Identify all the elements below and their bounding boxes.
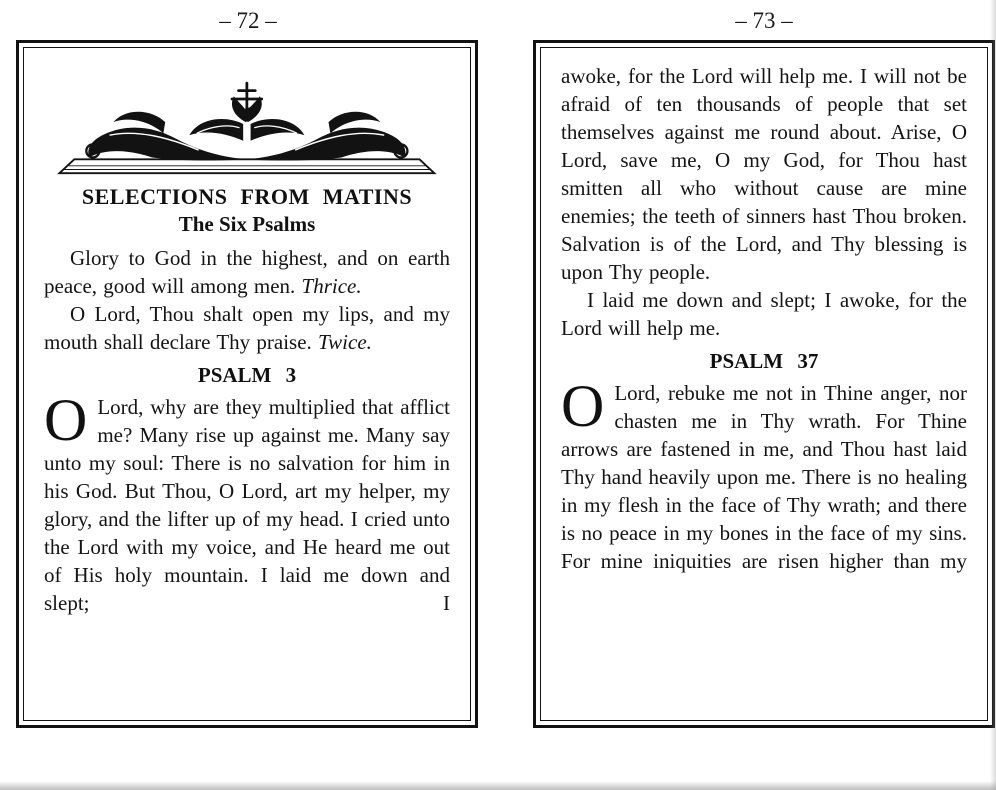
dropcap-initial: O [561, 373, 605, 439]
right-page-inner [540, 47, 988, 721]
open-my-lips-paragraph [44, 300, 450, 356]
psalm-3-text: Lord, why are they multiplied that afflict me? Many rise up against me. Many say unto my soul: There is no salvation for him in his God. But Thou, O Lord, art my helper, my glory, and the lifter up of my head. I cried unto the Lord with my voice, and He heard me out of His holy mountain. I laid me down and slept; I [44, 395, 450, 615]
psalm-3-heading: PSALM 3 [197, 363, 297, 387]
psalm-3-continuation-paragraph: awoke, for the Lord will help me. I will not be afraid of ten thousands of people that set themselves against me round about. Arise, O Lord, save me, O my God, for Thou hast smitten all who without cause are mine enemies; the teeth of sinners hast Thou broken. Salvation is of the Lord, and Thy blessing is upon Thy people. [561, 64, 967, 284]
foliage-scroll [86, 96, 247, 160]
left-page [16, 40, 478, 728]
rubric-thrice: Thrice. [301, 274, 362, 298]
headpiece-ornament [52, 76, 442, 176]
ornament-base [60, 159, 435, 173]
rubric-twice: Twice. [318, 330, 372, 354]
psalm-37-paragraph [561, 373, 967, 575]
laid-me-down-paragraph: I laid me down and slept; I awoke, for the Lord will help me. [561, 288, 967, 340]
page-number-left: – 72 – [219, 8, 277, 33]
page-number-right: – 73 – [735, 8, 793, 33]
psalm-37-text: Lord, rebuke me not in Thine anger, nor chasten me in Thy wrath. For Thine arrows are fastened in me, and Thou hast laid Thy hand heavily upon me. There is no healing in my flesh in the face of Thy wrath; and there is no peace in my bones in the face of my sins. For mine iniquities are risen higher than my [561, 381, 967, 573]
psalm-37-heading: PSALM 37 [709, 349, 819, 373]
right-page [533, 40, 995, 728]
dropcap-initial: O [44, 387, 88, 453]
open-my-lips-text: O Lord, Thou shalt open my lips, and my mouth shall declare Thy praise. [44, 302, 450, 354]
headpiece-ornament-svg [52, 76, 442, 176]
section-title: SELECTIONS FROM MATINS [81, 184, 413, 209]
psalm-3-paragraph [44, 387, 450, 617]
left-page-inner [23, 47, 471, 721]
section-subtitle: The Six Psalms [178, 212, 316, 236]
scan-edge-shading-bottom [0, 781, 996, 790]
gloria-text: Glory to God in the highest, and on earth peace, good will among men. [44, 246, 450, 298]
gloria-paragraph [44, 244, 450, 300]
